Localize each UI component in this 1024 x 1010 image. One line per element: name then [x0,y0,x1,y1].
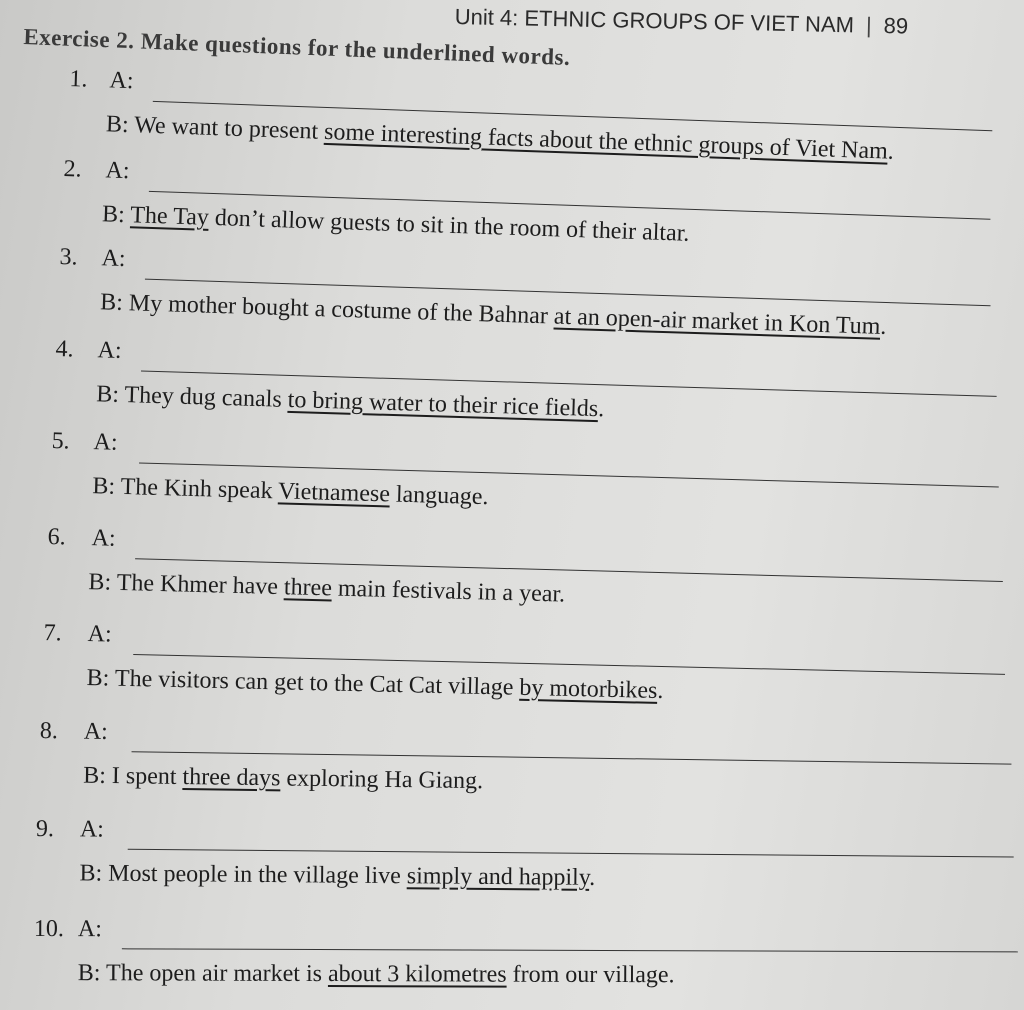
question-item [58,244,1020,345]
question-item [46,524,1008,620]
underlined-words: some interesting facts about the ethnic groups of Viet Nam [323,118,889,165]
b-text-after: . [589,864,596,891]
b-label: B: [99,289,124,316]
question-a-label: A: [83,718,108,745]
b-text-before: The Khmer have [116,569,285,601]
question-item [68,66,1024,170]
b-label: B: [83,762,107,789]
b-text-before: They dug canals [124,382,289,413]
question-a-label: A: [91,525,116,552]
question-b-sentence [78,960,1024,990]
b-text-after: . [887,138,895,165]
question-number: 10. [33,916,64,943]
question-item [35,816,996,895]
underlined-words: about 3 kilometres [327,961,507,988]
answer-blank-line[interactable] [128,849,1014,858]
b-text-before: The open air market is [106,960,329,988]
b-text-after: . [657,677,664,705]
question-a-row [34,916,994,963]
b-text-before: Most people in the village live [108,860,407,890]
underlined-words: three [283,574,333,602]
b-text-after: don’t allow guests to sit in the room of their altar. [208,204,690,247]
question-number: 3. [59,244,78,271]
b-label: B: [101,201,126,229]
page-header [454,4,1014,42]
header-separator: | [865,12,872,38]
answer-blank-line[interactable] [122,948,1018,952]
question-item [34,916,994,990]
underlined-words: by motorbikes [519,674,658,704]
b-label: B: [105,111,130,139]
question-number: 6. [47,524,66,551]
question-item [42,620,1003,713]
question-a-label: A: [101,245,126,273]
b-label: B: [79,860,103,887]
underlined-words: three days [182,763,281,792]
question-a-label: A: [79,816,104,843]
b-text-before: We want to present [133,112,325,145]
question-a-label: A: [93,429,118,456]
exercise-instruction: Make questions for the underlined words. [140,28,571,70]
underlined-words: Vietnamese [277,478,391,508]
b-text-after: main festivals in a year. [331,575,566,608]
b-text-after: language. [389,481,489,511]
underlined-words: The Tay [129,202,210,231]
b-text-before: The Kinh speak [120,473,279,505]
exercise-label: Exercise 2. [23,24,136,54]
question-number: 4. [55,336,74,363]
question-item [50,428,1012,526]
b-label: B: [86,664,110,692]
b-label: B: [88,569,112,596]
question-number: 2. [63,156,82,183]
question-item [39,718,1000,802]
question-item [62,156,1024,259]
b-text-after: from our village. [506,961,675,989]
question-number: 9. [35,816,54,843]
b-text-after: exploring Ha Giang. [280,765,484,795]
question-number: 7. [43,620,62,647]
b-text-before: My mother bought a costume of the Bahnar [128,290,555,330]
question-a-label: A: [87,620,112,648]
answer-blank-line[interactable] [132,751,1012,764]
page-number: 89 [883,12,909,39]
question-a-label: A: [105,157,130,185]
question-item [54,336,1016,435]
unit-title: Unit 4: ETHNIC GROUPS OF VIET NAM [454,4,855,38]
question-a-label: A: [97,337,122,364]
b-label: B: [92,473,116,500]
b-label: B: [77,960,101,987]
underlined-words: at an open-air market in Kon Tum [553,303,881,340]
b-text-after: . [597,396,605,423]
b-text-before: The visitors can get to the Cat Cat village [114,665,520,701]
b-label: B: [95,381,120,408]
underlined-words: simply and happily [406,863,590,891]
underlined-words: to bring water to their rice fields [287,386,599,423]
question-number: 8. [39,718,58,745]
question-a-label: A: [109,67,134,95]
question-number: 1. [69,66,88,93]
question-a-label: A: [77,916,102,943]
b-text-before: I spent [111,763,183,790]
question-number: 5. [51,428,70,455]
b-text-after: . [879,313,887,340]
